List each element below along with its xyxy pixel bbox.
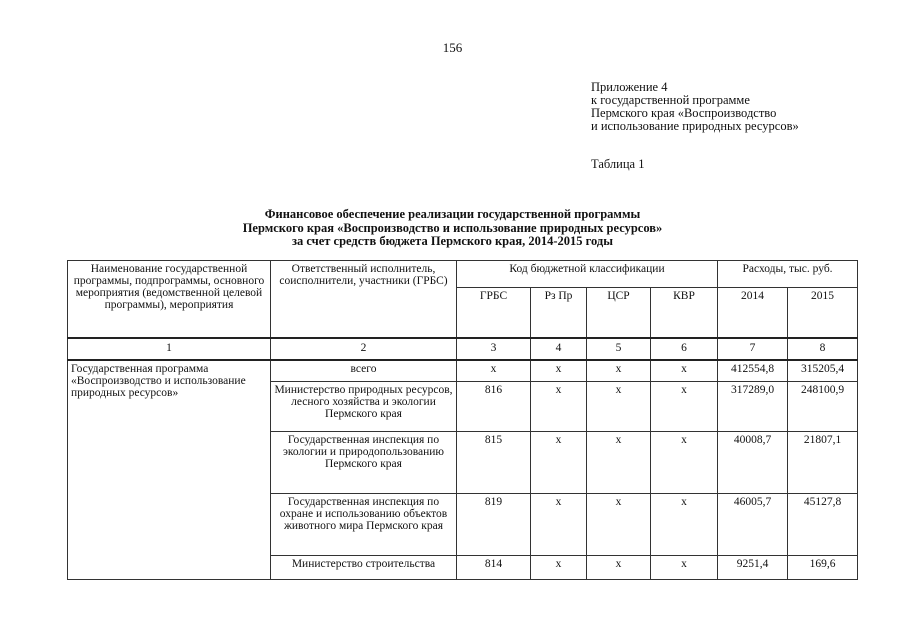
kvr-cell: х bbox=[651, 556, 718, 580]
appendix-line: к государственной программе bbox=[591, 93, 750, 107]
appendix-line: Приложение 4 bbox=[591, 80, 668, 94]
executor-cell: Государственная инспекция по охране и использованию объектов животного мира Пермского края bbox=[271, 494, 457, 556]
header-year-2014: 2014 bbox=[718, 288, 788, 338]
header-name: Наименование государственной программы, подпрограммы, основного мероприятия (ведомственной целевой программы), мероприятия bbox=[68, 261, 271, 338]
grbs-cell: 816 bbox=[457, 382, 531, 432]
header-rzpr: Рз Пр bbox=[531, 288, 587, 338]
csr-cell: х bbox=[587, 382, 651, 432]
csr-cell: х bbox=[587, 360, 651, 382]
csr-cell: х bbox=[587, 556, 651, 580]
rzpr-cell: х bbox=[531, 382, 587, 432]
kvr-cell: х bbox=[651, 382, 718, 432]
appendix-line: Пермского края «Воспроизводство bbox=[591, 106, 777, 120]
kvr-cell: х bbox=[651, 360, 718, 382]
program-name-cell: Государственная программа «Воспроизводство и использование природных ресурсов» bbox=[68, 360, 271, 580]
column-numbers-row bbox=[68, 338, 858, 360]
header-kvr: КВР bbox=[651, 288, 718, 338]
col-number: 7 bbox=[718, 338, 788, 360]
header-expenses: Расходы, тыс. руб. bbox=[718, 261, 858, 288]
grbs-cell: 819 bbox=[457, 494, 531, 556]
amount-2014-cell: 46005,7 bbox=[718, 494, 788, 556]
amount-2014-cell: 412554,8 bbox=[718, 360, 788, 382]
rzpr-cell: х bbox=[531, 556, 587, 580]
header-year-2015: 2015 bbox=[788, 288, 858, 338]
executor-cell: Министерство природных ресурсов, лесного хозяйства и экологии Пермского края bbox=[271, 382, 457, 432]
title-line: за счет средств бюджета Пермского края, 2014-2015 годы bbox=[291, 234, 614, 248]
kvr-cell: х bbox=[651, 494, 718, 556]
header-csr: ЦСР bbox=[587, 288, 651, 338]
header-budget-code: Код бюджетной классификации bbox=[457, 261, 718, 288]
col-number: 3 bbox=[457, 338, 531, 360]
title-line: Пермского края «Воспроизводство и использование природных ресурсов» bbox=[242, 220, 663, 235]
col-number: 5 bbox=[587, 338, 651, 360]
rzpr-cell: х bbox=[531, 432, 587, 494]
amount-2015-cell: 315205,4 bbox=[788, 360, 858, 382]
header-executor: Ответственный исполнитель, соисполнители, участники (ГРБС) bbox=[271, 261, 457, 338]
amount-2014-cell: 317289,0 bbox=[718, 382, 788, 432]
csr-cell: х bbox=[587, 432, 651, 494]
title-line: Финансовое обеспечение реализации государственной программы bbox=[264, 207, 641, 221]
executor-cell: Государственная инспекция по экологии и природопользованию Пермского края bbox=[271, 432, 457, 494]
table-label: Таблица 1 bbox=[591, 157, 645, 171]
rzpr-cell: х bbox=[531, 494, 587, 556]
rzpr-cell: х bbox=[531, 360, 587, 382]
amount-2015-cell: 45127,8 bbox=[788, 494, 858, 556]
appendix-line: и использование природных ресурсов» bbox=[591, 119, 799, 133]
col-number: 4 bbox=[531, 338, 587, 360]
appendix-note bbox=[591, 81, 799, 133]
grbs-cell: 815 bbox=[457, 432, 531, 494]
col-number: 6 bbox=[651, 338, 718, 360]
amount-2014-cell: 40008,7 bbox=[718, 432, 788, 494]
executor-cell: всего bbox=[271, 360, 457, 382]
executor-cell: Министерство строительства bbox=[271, 556, 457, 580]
grbs-cell: х bbox=[457, 360, 531, 382]
table-row bbox=[68, 360, 858, 382]
amount-2015-cell: 248100,9 bbox=[788, 382, 858, 432]
csr-cell: х bbox=[587, 494, 651, 556]
kvr-cell: х bbox=[651, 432, 718, 494]
page-number: 156 bbox=[442, 40, 463, 55]
amount-2015-cell: 169,6 bbox=[788, 556, 858, 580]
amount-2015-cell: 21807,1 bbox=[788, 432, 858, 494]
document-title bbox=[0, 208, 905, 249]
col-number: 2 bbox=[271, 338, 457, 360]
grbs-cell: 814 bbox=[457, 556, 531, 580]
financing-table bbox=[67, 260, 858, 580]
col-number: 8 bbox=[788, 338, 858, 360]
amount-2014-cell: 9251,4 bbox=[718, 556, 788, 580]
header-grbs: ГРБС bbox=[457, 288, 531, 338]
col-number: 1 bbox=[68, 338, 271, 360]
